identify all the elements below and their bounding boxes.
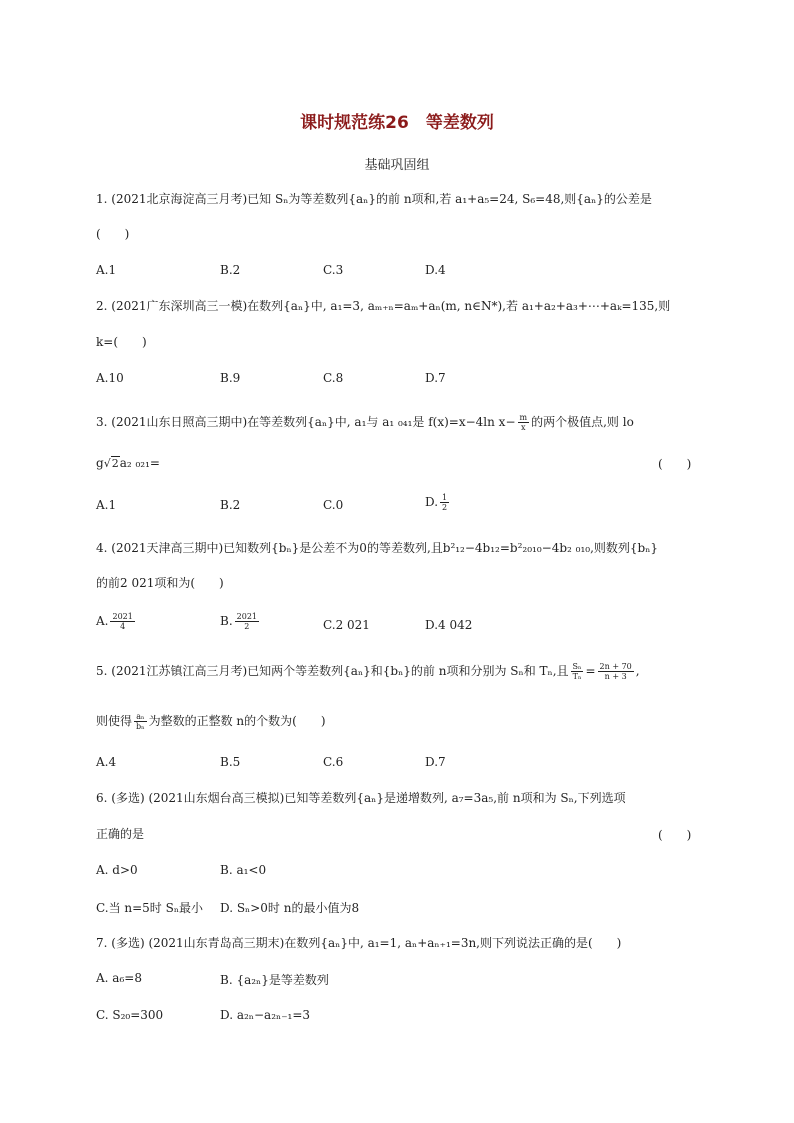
q7-option-d: D. a₂ₙ−a₂ₙ₋₁=3 bbox=[220, 1008, 311, 1022]
sqrt-symbol: √2 bbox=[103, 457, 119, 470]
q3-option-b: B.2 bbox=[220, 498, 241, 512]
q6-option-d: D. Sₙ>0时 n的最小值为8 bbox=[220, 901, 360, 915]
page-title: 课时规范练26 等差数列 bbox=[300, 113, 494, 133]
q7-option-b: B. {a₂ₙ}是等差数列 bbox=[220, 973, 329, 987]
q7-option-c: C. S₂₀=300 bbox=[96, 1008, 164, 1022]
q5-stem-continued: 则使得 $\frac{\text{aₙ}}{\text{bₙ}}$ 为整数的正整数 n的个数为( ) bbox=[96, 712, 326, 731]
q1-option-c: C.3 bbox=[323, 263, 344, 277]
q6-option-b: B. a₁<0 bbox=[220, 863, 267, 877]
q3-stem bbox=[96, 413, 634, 432]
q5-option-b: B.5 bbox=[220, 755, 241, 769]
q1-answer-paren: ( ) bbox=[96, 227, 130, 241]
q5-option-c: C.6 bbox=[323, 755, 344, 769]
q3-fraction: $\frac{m}{x}$ bbox=[519, 413, 528, 432]
q2-option-c: C.8 bbox=[323, 371, 344, 385]
q3-stem-text: 3. (2021山东日照高三期中)在等差数列{aₙ}中, a₁与 a₁ ₀₄₁是 f(x)=x−4ln x− bbox=[96, 415, 516, 429]
q4-stem: 4. (2021天津高三期中)已知数列{bₙ}是公差不为0的等差数列,且b²₁₂−4b₁₂=b²₂₀₁₀−4b₂ ₀₁₀,则数列{bₙ} bbox=[96, 541, 659, 555]
q1-option-d: D.4 bbox=[425, 263, 446, 277]
q5-option-a: A.4 bbox=[96, 755, 117, 769]
q1-option-b: B.2 bbox=[220, 263, 241, 277]
q2-option-d: D.7 bbox=[425, 371, 446, 385]
q4-option-c: C.2 021 bbox=[323, 618, 370, 632]
q3-option-c: C.0 bbox=[323, 498, 344, 512]
q1-stem: 1. (2021北京海淀高三月考)已知 Sₙ为等差数列{aₙ}的前 n项和,若 a₁+a₅=24, S₆=48,则{aₙ}的公差是 bbox=[96, 192, 652, 206]
q2-stem-continued: k=( ) bbox=[96, 335, 147, 349]
q5-stem: 5. (2021江苏镇江高三月考)已知两个等差数列{aₙ}和{bₙ}的前 n项和分别为 Sₙ和 Tₙ,且 $\frac{\text{Sₙ}}{\text{Tₙ}}$ = $\frac{2n + 70}{n + 3}$ , bbox=[96, 662, 640, 681]
q2-option-a: A.10 bbox=[96, 371, 124, 385]
q7-stem: 7. (多选) (2021山东青岛高三期末)在数列{aₙ}中, a₁=1, aₙ+aₙ₊₁=3n,则下列说法正确的是( ) bbox=[96, 936, 622, 950]
q2-stem: 2. (2021广东深圳高三一模)在数列{aₙ}中, a₁=3, aₘ₊ₙ=aₘ+aₙ(m, n∈N*),若 a₁+a₂+a₃+⋯+aₖ=135,则 bbox=[96, 299, 671, 313]
q4-option-a: A. $\frac{2021}{4}$ bbox=[96, 612, 133, 631]
q2-option-b: B.9 bbox=[220, 371, 241, 385]
q4-stem-continued: 的前2 021项和为( ) bbox=[96, 576, 224, 590]
q3-stem-continued: g√2a₂ ₀₂₁= bbox=[96, 456, 160, 470]
q5-stem-text: 5. (2021江苏镇江高三月考)已知两个等差数列{aₙ}和{bₙ}的前 n项和分别为 Sₙ和 Tₙ,且 bbox=[96, 664, 569, 678]
q4-option-d: D.4 042 bbox=[425, 618, 473, 632]
q3-option-d: D. $\frac{1}{2}$ bbox=[425, 493, 448, 512]
q6-option-a: A. d>0 bbox=[96, 863, 138, 877]
q3-option-a: A.1 bbox=[96, 498, 117, 512]
q6-answer-paren: ( ) bbox=[658, 828, 692, 842]
section-heading: 基础巩固组 bbox=[364, 158, 430, 173]
q6-option-c: C.当 n=5时 Sₙ最小 bbox=[96, 901, 204, 915]
q7-option-a: A. a₆=8 bbox=[96, 971, 142, 985]
q6-stem-continued: 正确的是 bbox=[96, 827, 145, 841]
q4-option-b: B. $\frac{2021}{2}$ bbox=[220, 612, 257, 631]
q3-stem-tail: 的两个极值点,则 lo bbox=[531, 415, 634, 429]
q3-answer-paren: ( ) bbox=[658, 457, 692, 471]
q6-stem: 6. (多选) (2021山东烟台高三模拟)已知等差数列{aₙ}是递增数列, a₇=3a₅,前 n项和为 Sₙ,下列选项 bbox=[96, 791, 626, 805]
q5-option-d: D.7 bbox=[425, 755, 446, 769]
q1-option-a: A.1 bbox=[96, 263, 117, 277]
